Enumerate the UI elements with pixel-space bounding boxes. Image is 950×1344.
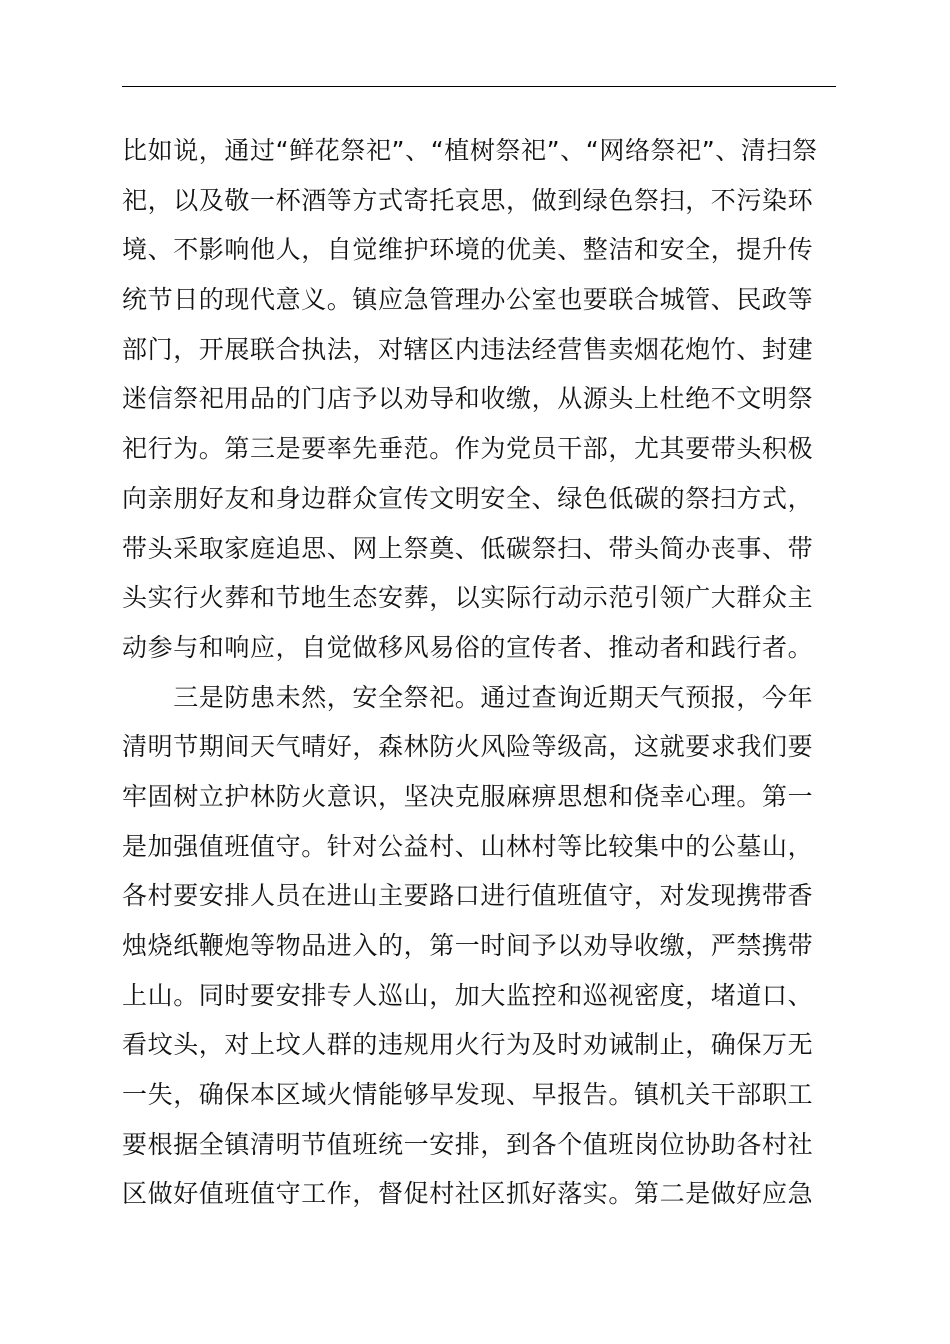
- text-line: 看坟头，对上坟人群的违规用火行为及时劝诫制止，确保万无: [122, 1030, 814, 1060]
- text-line: 上山。同时要安排专人巡山，加大监控和巡视密度，堵道口、: [122, 980, 814, 1010]
- text-line: 是加强值班值守。针对公益村、山林村等比较集中的公墓山，: [122, 831, 814, 861]
- text-line: 比如说，通过“鲜花祭祀”、“植树祭祀”、“网络祭祀”、清扫祭: [122, 136, 818, 165]
- text-line: 动参与和响应，自觉做移风易俗的宣传者、推动者和践行者。: [122, 632, 814, 662]
- text-line: 部门，开展联合执法，对辖区内违法经营售卖烟花炮竹、封建: [122, 334, 814, 364]
- text-line: 带头采取家庭追思、网上祭奠、低碳祭扫、带头简办丧事、带: [122, 533, 814, 563]
- text-line: 清明节期间天气晴好，森林防火风险等级高，这就要求我们要: [122, 732, 814, 762]
- text-line: 境、不影响他人，自觉维护环境的优美、整洁和安全，提升传: [122, 235, 814, 265]
- text-line: 各村要安排人员在进山主要路口进行值班值守，对发现携带香: [122, 881, 814, 911]
- text-line: 区做好值班值守工作，督促村社区抓好落实。第二是做好应急: [122, 1179, 814, 1209]
- paragraph-start-line: 三是防患未然，安全祭祀。通过查询近期天气预报，今年: [122, 682, 814, 712]
- text-line: 一失，确保本区域火情能够早发现、早报告。镇机关干部职工: [122, 1080, 814, 1110]
- text-line: 向亲朋好友和身边群众宣传文明安全、绿色低碳的祭扫方式，: [122, 483, 814, 513]
- text-line: 祀行为。第三是要率先垂范。作为党员干部，尤其要带头积极: [122, 434, 814, 464]
- header-rule: [122, 86, 836, 87]
- body-text: [122, 126, 838, 1219]
- text-line: 头实行火葬和节地生态安葬，以实际行动示范引领广大群众主: [122, 583, 814, 613]
- text-line: 祀，以及敬一杯酒等方式寄托哀思，做到绿色祭扫，不污染环: [122, 185, 814, 215]
- text-line: 牢固树立护林防火意识，坚决克服麻痹思想和侥幸心理。第一: [122, 781, 814, 811]
- text-line: 要根据全镇清明节值班统一安排，到各个值班岗位协助各村社: [122, 1129, 814, 1159]
- text-line: 迷信祭祀用品的门店予以劝导和收缴，从源头上杜绝不文明祭: [122, 384, 814, 414]
- text-line: 统节日的现代意义。镇应急管理办公室也要联合城管、民政等: [122, 285, 814, 315]
- text-line: 烛烧纸鞭炮等物品进入的，第一时间予以劝导收缴，严禁携带: [122, 931, 814, 960]
